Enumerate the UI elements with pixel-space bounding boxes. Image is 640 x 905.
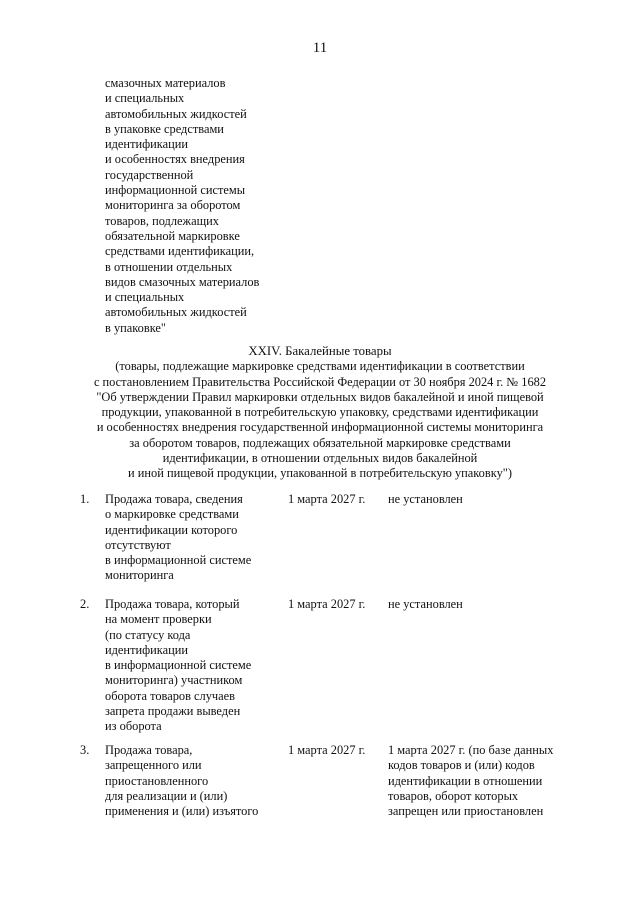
row-description [105, 597, 280, 735]
row-description-line: Продажа товара, [105, 743, 193, 757]
section-subtitle-line: "Об утверждении Правил маркировки отдельных видов бакалейной и иной пищевой [96, 389, 544, 404]
row-description-line: мониторинга [105, 568, 174, 583]
row-description-line: мониторинга) участником [105, 673, 243, 688]
row-end-date-line: запрещен или приостановлен [388, 804, 544, 819]
row-number: 2. [80, 597, 90, 611]
row-end-date [388, 492, 573, 507]
row-description-line: в информационной системе [105, 658, 252, 673]
row-description [105, 492, 280, 584]
continuation-line: в упаковке" [105, 320, 166, 335]
row-start-date: 1 марта 2027 г. [288, 743, 366, 757]
row-description [105, 743, 280, 819]
row-description-line: Продажа товара, сведения [105, 492, 243, 506]
continuation-line: автомобильных жидкостей [105, 305, 247, 320]
continuation-line: в отношении отдельных [105, 259, 233, 274]
section-heading [0, 344, 640, 482]
continuation-line: информационной системы [105, 183, 246, 198]
row-number: 1. [80, 492, 90, 506]
row-description-line: отсутствуют [105, 537, 171, 552]
row-description-line: оборота товаров случаев [105, 688, 236, 703]
row-description-line: запрещенного или [105, 758, 202, 773]
row-description-line: идентификации которого [105, 522, 238, 537]
row-description-line: из оборота [105, 719, 162, 734]
page-number: 11 [312, 40, 328, 56]
continuation-line: обязательной маркировке [105, 228, 240, 243]
row-end-date-line: 1 марта 2027 г. (по базе данных [388, 743, 554, 757]
row-description-line: о маркировке средствами [105, 507, 239, 522]
row-end-date-line: идентификации в отношении [388, 773, 543, 788]
section-title: XXIV. Бакалейные товары [248, 344, 392, 358]
continuation-line: государственной [105, 167, 194, 182]
row-end-date [388, 743, 573, 819]
row-start-date: 1 марта 2027 г. [288, 492, 366, 506]
continuation-line: видов смазочных материалов [105, 274, 260, 289]
row-end-date-line: кодов товаров и (или) кодов [388, 758, 535, 773]
continuation-block [105, 76, 305, 336]
section-subtitle-line: (товары, подлежащие маркировке средствами идентификации в соответствии [115, 359, 525, 374]
section-subtitle-line: идентификации, в отношении отдельных видов бакалейной [162, 451, 478, 466]
row-number: 3. [80, 743, 90, 757]
row-description-line: запрета продажи выведен [105, 704, 241, 719]
continuation-line: смазочных материалов [105, 76, 226, 90]
row-description-line: применения и (или) изъятого [105, 804, 259, 819]
section-subtitle-line: продукции, упакованной в потребительскую упаковку, средствами идентификации [101, 405, 539, 420]
continuation-line: в упаковке средствами [105, 121, 224, 136]
continuation-line: идентификации [105, 137, 188, 152]
section-subtitle-line: и иной пищевой продукции, упакованной в потребительскую упаковку") [128, 466, 512, 481]
row-start-date: 1 марта 2027 г. [288, 597, 366, 611]
row-end-date-line: не установлен [388, 597, 463, 611]
continuation-line: и специальных [105, 290, 185, 305]
section-subtitle-line: с постановлением Правительства Российской Федерации от 30 ноября 2024 г. № 1682 [93, 374, 547, 389]
continuation-line: мониторинга за оборотом [105, 198, 241, 213]
row-end-date [388, 597, 573, 612]
row-description-line: идентификации [105, 642, 188, 657]
section-subtitle-line: и особенностях внедрения государственной информационной системы мониторинга [96, 420, 544, 435]
row-end-date-line: не установлен [388, 492, 463, 506]
section-subtitle-line: за оборотом товаров, подлежащих обязательной маркировке средствами [129, 435, 511, 450]
row-description-line: для реализации и (или) [105, 788, 228, 803]
continuation-line: автомобильных жидкостей [105, 106, 247, 121]
continuation-line: средствами идентификации, [105, 244, 255, 259]
continuation-line: и специальных [105, 91, 185, 106]
row-description-line: приостановленного [105, 773, 209, 788]
continuation-line: и особенностях внедрения [105, 152, 245, 167]
row-description-line: на момент проверки [105, 612, 212, 627]
row-description-line: Продажа товара, который [105, 597, 240, 611]
row-description-line: в информационной системе [105, 553, 252, 568]
row-end-date-line: товаров, оборот которых [388, 788, 519, 803]
row-description-line: (по статусу кода [105, 627, 191, 642]
continuation-line: товаров, подлежащих [105, 213, 219, 228]
